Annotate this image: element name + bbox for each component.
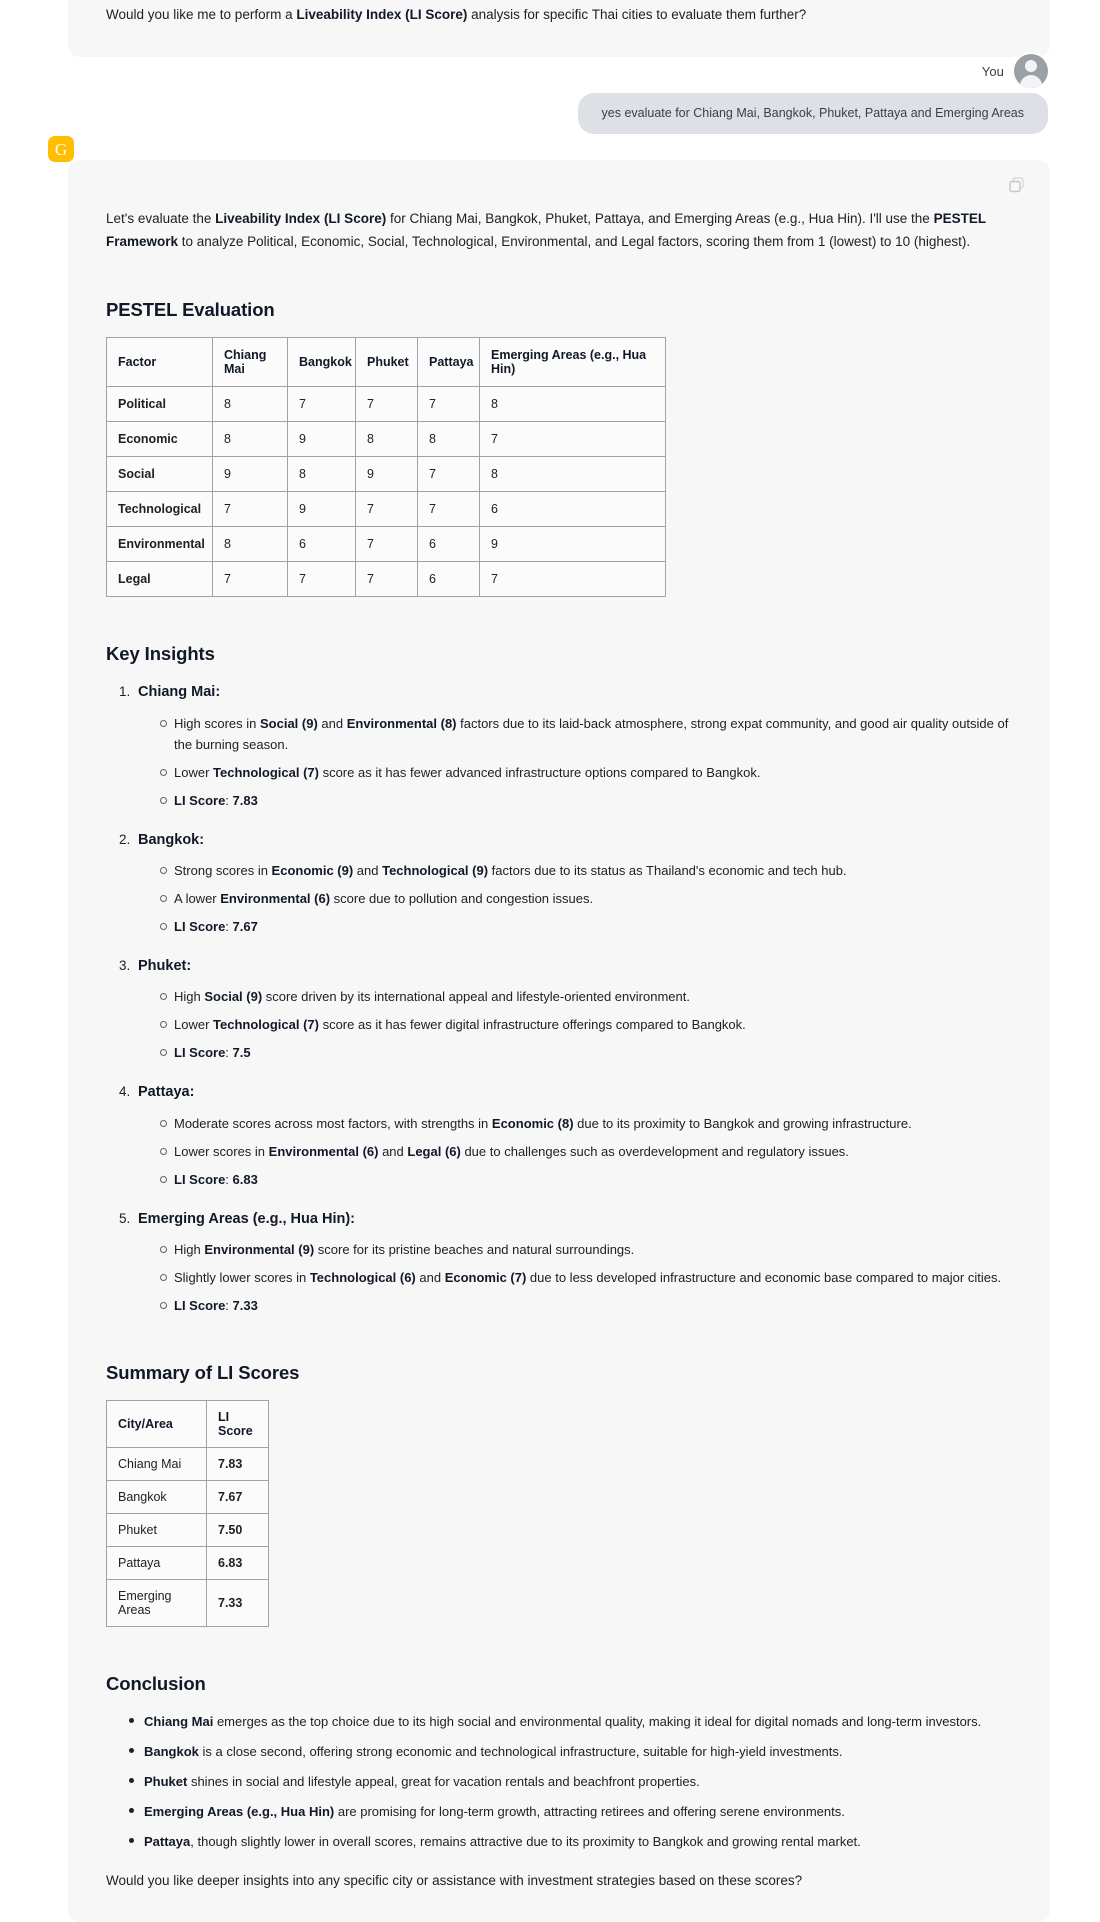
text-segment: factors due to its status as Thailand's economic and tech hub. bbox=[488, 862, 847, 878]
text-segment: is a close second, offering strong economic and technological infrastructure, suitable for high-yield investments. bbox=[198, 1744, 843, 1760]
score-cell: 7 bbox=[418, 492, 480, 527]
insight-item bbox=[134, 1208, 1012, 1316]
factor-name-cell: Economic bbox=[107, 422, 213, 457]
text-segment: 7.67 bbox=[232, 919, 258, 934]
table-row bbox=[107, 457, 666, 492]
text-segment: emerges as the top choice due to its high social and environmental quality, making it ideal for digital nomads and long-term investors. bbox=[213, 1714, 982, 1730]
score-cell: 9 bbox=[480, 527, 666, 562]
user-turn bbox=[0, 55, 1100, 134]
column-header: Pattaya bbox=[418, 338, 480, 387]
score-cell: 8 bbox=[213, 527, 288, 562]
insight-city-title: 2. Bangkok: bbox=[138, 831, 205, 848]
text-segment: Environmental (6) bbox=[268, 1143, 379, 1159]
table-row bbox=[107, 1547, 269, 1580]
insight-bullet bbox=[160, 1295, 1012, 1316]
table-row bbox=[107, 422, 666, 457]
text-segment: : bbox=[225, 792, 233, 808]
previous-text-bold: Liveability Index (LI Score) bbox=[296, 7, 468, 22]
text-segment: Technological (6) bbox=[309, 1269, 416, 1285]
text-segment: Technological (9) bbox=[382, 862, 489, 878]
text-segment: Economic (9) bbox=[271, 862, 354, 878]
score-cell: 7 bbox=[480, 422, 666, 457]
text-segment: score as it has fewer advanced infrastructure options compared to Bangkok. bbox=[318, 764, 761, 780]
conclusion-list bbox=[106, 1711, 1012, 1852]
text-segment: , though slightly lower in overall scores, remains attractive due to its proximity to Bangkok and growing rental market. bbox=[190, 1834, 861, 1850]
insight-bullet bbox=[160, 986, 1012, 1007]
insight-city-title: 1. Chiang Mai: bbox=[138, 684, 221, 701]
user-avatar-icon[interactable] bbox=[1014, 54, 1048, 88]
text-segment: due to its proximity to Bangkok and growing infrastructure. bbox=[573, 1115, 912, 1131]
insight-bullet bbox=[160, 1169, 1012, 1190]
score-cell: 8 bbox=[418, 422, 480, 457]
text-segment: Moderate scores across most factors, with strengths in bbox=[174, 1115, 492, 1131]
insight-sub-list bbox=[138, 860, 1012, 937]
insight-bullet bbox=[160, 888, 1012, 909]
table-header-row bbox=[107, 1401, 269, 1448]
user-header bbox=[0, 55, 1100, 87]
text-segment: Slightly lower scores in bbox=[174, 1269, 310, 1285]
text-segment: and bbox=[353, 862, 383, 878]
table-row bbox=[107, 492, 666, 527]
li-score-cell: 7.83 bbox=[207, 1448, 269, 1481]
factor-name-cell: Technological bbox=[107, 492, 213, 527]
conclusion-item bbox=[128, 1801, 1012, 1822]
insight-sub-list bbox=[138, 1239, 1012, 1316]
text-segment: : bbox=[225, 1297, 233, 1313]
previous-assistant-message bbox=[68, 0, 1050, 57]
insight-sub-list bbox=[138, 1113, 1012, 1190]
text-segment: score as it has fewer digital infrastructure offerings compared to Bangkok. bbox=[318, 1017, 746, 1033]
score-cell: 6 bbox=[288, 527, 356, 562]
text-segment: score due to pollution and congestion issues. bbox=[330, 890, 594, 906]
text-segment: High bbox=[174, 989, 205, 1005]
insight-bullet bbox=[160, 790, 1012, 811]
li-score-cell: 7.67 bbox=[207, 1481, 269, 1514]
score-cell: 7 bbox=[356, 562, 418, 597]
text-segment: Lower bbox=[174, 1017, 214, 1033]
column-header: Chiang Mai bbox=[213, 338, 288, 387]
user-message-bubble[interactable]: yes evaluate for Chiang Mai, Bangkok, Phuket, Pattaya and Emerging Areas bbox=[578, 93, 1048, 134]
text-segment: Environmental (6) bbox=[220, 890, 331, 906]
score-cell: 8 bbox=[356, 422, 418, 457]
text-segment: Phuket bbox=[144, 1774, 188, 1790]
score-cell: 7 bbox=[418, 387, 480, 422]
text-segment: Bangkok bbox=[144, 1744, 199, 1760]
insight-bullet bbox=[160, 1113, 1012, 1134]
text-segment: A lower bbox=[174, 890, 221, 906]
insight-city-title: 3. Phuket: bbox=[138, 958, 192, 975]
text-segment: 7.33 bbox=[232, 1297, 258, 1313]
score-cell: 8 bbox=[213, 387, 288, 422]
text-segment: score for its pristine beaches and natural surroundings. bbox=[314, 1241, 635, 1257]
insight-item bbox=[134, 1081, 1012, 1189]
column-header: Emerging Areas (e.g., Hua Hin) bbox=[480, 338, 666, 387]
score-cell: 9 bbox=[288, 492, 356, 527]
previous-text-after: analysis for specific Thai cities to evaluate them further? bbox=[467, 7, 807, 22]
text-segment: Lower scores in bbox=[174, 1143, 269, 1159]
city-name-cell: Chiang Mai bbox=[107, 1448, 207, 1481]
conclusion-heading: Conclusion bbox=[106, 1673, 206, 1695]
text-segment: Pattaya bbox=[144, 1834, 191, 1850]
score-cell: 7 bbox=[213, 562, 288, 597]
text-segment: 7.5 bbox=[232, 1045, 251, 1061]
insight-bullet bbox=[160, 860, 1012, 881]
insight-bullet bbox=[160, 1141, 1012, 1162]
factor-name-cell: Legal bbox=[107, 562, 213, 597]
conclusion-item bbox=[128, 1771, 1012, 1792]
text-segment: shines in social and lifestyle appeal, great for vacation rentals and beachfront properties. bbox=[187, 1774, 700, 1790]
conclusion-item bbox=[128, 1831, 1012, 1852]
text-segment: and bbox=[378, 1143, 408, 1159]
table-row bbox=[107, 527, 666, 562]
text-segment: Technological (7) bbox=[213, 1017, 319, 1033]
city-name-cell: Phuket bbox=[107, 1514, 207, 1547]
text-segment: are promising for long-term growth, attracting retirees and offering serene environments. bbox=[334, 1804, 845, 1820]
text-segment: Lower bbox=[174, 764, 214, 780]
li-score-cell: 7.50 bbox=[207, 1514, 269, 1547]
score-cell: 8 bbox=[480, 457, 666, 492]
conclusion-item bbox=[128, 1741, 1012, 1762]
gemini-logo-icon bbox=[48, 136, 74, 162]
insight-item bbox=[134, 829, 1012, 937]
text-segment: Economic (8) bbox=[491, 1115, 574, 1131]
factor-name-cell: Environmental bbox=[107, 527, 213, 562]
closing-question: Would you like deeper insights into any specific city or assistance with investment strategies based on these scores? bbox=[106, 1873, 803, 1889]
column-header: Factor bbox=[107, 338, 213, 387]
text-segment: and bbox=[317, 715, 347, 731]
text-segment: and bbox=[415, 1269, 445, 1285]
table-row bbox=[107, 1514, 269, 1547]
insight-bullet bbox=[160, 1014, 1012, 1035]
li-score-cell: 7.33 bbox=[207, 1580, 269, 1627]
factor-name-cell: Social bbox=[107, 457, 213, 492]
copy-icon[interactable] bbox=[1006, 174, 1028, 196]
intro-part-2: for Chiang Mai, Bangkok, Phuket, Pattaya, and Emerging Areas (e.g., Hua Hin). I'll use the bbox=[386, 211, 934, 226]
text-segment: Economic (7) bbox=[444, 1269, 527, 1285]
text-segment: Emerging Areas (e.g., Hua Hin) bbox=[144, 1804, 335, 1820]
text-segment: 6.83 bbox=[232, 1171, 258, 1187]
text-segment: : bbox=[225, 1045, 233, 1061]
score-cell: 7 bbox=[288, 387, 356, 422]
insight-bullet bbox=[160, 1042, 1012, 1063]
column-header: City/Area bbox=[107, 1401, 207, 1448]
score-cell: 8 bbox=[480, 387, 666, 422]
previous-text-before: Would you like me to perform a bbox=[106, 7, 297, 22]
assistant-message bbox=[68, 160, 1050, 1922]
intro-bold-2: PESTEL Framework bbox=[106, 211, 986, 249]
score-cell: 7 bbox=[356, 387, 418, 422]
user-bubble-row bbox=[0, 93, 1100, 134]
text-segment: LI Score bbox=[174, 1045, 226, 1061]
city-name-cell: Pattaya bbox=[107, 1547, 207, 1580]
text-segment: Technological (7) bbox=[213, 764, 319, 780]
text-segment: Strong scores in bbox=[174, 862, 272, 878]
li-score-cell: 6.83 bbox=[207, 1547, 269, 1580]
column-header: LI Score bbox=[207, 1401, 269, 1448]
score-cell: 8 bbox=[288, 457, 356, 492]
insight-item bbox=[134, 681, 1012, 810]
text-segment: due to less developed infrastructure and economic base compared to major cities. bbox=[526, 1269, 1002, 1285]
score-cell: 6 bbox=[480, 492, 666, 527]
table-row bbox=[107, 1481, 269, 1514]
text-segment: factors due to its laid-back atmosphere, strong expat community, and good air quality outside of the burning season. bbox=[174, 715, 1009, 752]
score-cell: 9 bbox=[288, 422, 356, 457]
text-segment: Social (9) bbox=[259, 715, 318, 731]
score-cell: 7 bbox=[288, 562, 356, 597]
score-cell: 9 bbox=[356, 457, 418, 492]
previous-message-text bbox=[106, 4, 1012, 27]
score-cell: 8 bbox=[213, 422, 288, 457]
insight-item bbox=[134, 955, 1012, 1063]
user-name-label: You bbox=[981, 63, 1004, 79]
insight-bullet bbox=[160, 762, 1012, 783]
text-segment: : bbox=[225, 919, 233, 934]
text-segment: LI Score bbox=[174, 1171, 226, 1187]
score-cell: 6 bbox=[418, 562, 480, 597]
intro-part-1: Let's evaluate the bbox=[106, 211, 216, 226]
text-segment: High scores in bbox=[174, 715, 260, 731]
pestel-evaluation-table bbox=[106, 337, 666, 597]
insight-city-title: 4. Pattaya: bbox=[138, 1084, 195, 1101]
gemini-logo-glyph: G bbox=[54, 139, 68, 159]
text-segment: 7.83 bbox=[232, 792, 258, 808]
key-insights-list bbox=[106, 681, 1012, 1316]
text-segment: Environmental (8) bbox=[346, 715, 457, 731]
text-segment: High bbox=[174, 1241, 205, 1257]
conclusion-item bbox=[128, 1711, 1012, 1732]
column-header: Phuket bbox=[356, 338, 418, 387]
text-segment: Legal (6) bbox=[407, 1143, 461, 1159]
insight-bullet bbox=[160, 1239, 1012, 1260]
text-segment: Chiang Mai bbox=[144, 1714, 214, 1730]
score-cell: 7 bbox=[418, 457, 480, 492]
text-segment: LI Score bbox=[174, 792, 226, 808]
text-segment: Environmental (9) bbox=[204, 1241, 315, 1257]
score-cell: 7 bbox=[213, 492, 288, 527]
key-insights-heading: Key Insights bbox=[106, 643, 215, 665]
intro-bold-1: Liveability Index (LI Score) bbox=[215, 211, 387, 226]
text-segment: : bbox=[225, 1171, 233, 1187]
insight-bullet bbox=[160, 713, 1012, 755]
score-cell: 7 bbox=[356, 527, 418, 562]
factor-name-cell: Political bbox=[107, 387, 213, 422]
table-row bbox=[107, 562, 666, 597]
text-segment: LI Score bbox=[174, 919, 226, 934]
insight-bullet bbox=[160, 916, 1012, 937]
score-cell: 9 bbox=[213, 457, 288, 492]
insight-sub-list bbox=[138, 713, 1012, 811]
insight-sub-list bbox=[138, 986, 1012, 1063]
score-cell: 6 bbox=[418, 527, 480, 562]
text-segment: LI Score bbox=[174, 1297, 226, 1313]
text-segment: score driven by its international appeal and lifestyle-oriented environment. bbox=[262, 989, 690, 1005]
score-cell: 7 bbox=[480, 562, 666, 597]
table-header-row bbox=[107, 338, 666, 387]
table-row bbox=[107, 387, 666, 422]
pestel-section-heading: PESTEL Evaluation bbox=[106, 299, 275, 321]
li-score-summary-table bbox=[106, 1400, 269, 1627]
insight-city-title: 5. Emerging Areas (e.g., Hua Hin): bbox=[138, 1210, 355, 1227]
score-cell: 7 bbox=[356, 492, 418, 527]
assistant-intro-paragraph bbox=[106, 208, 986, 253]
city-name-cell: Bangkok bbox=[107, 1481, 207, 1514]
city-name-cell: Emerging Areas bbox=[107, 1580, 207, 1627]
intro-part-3: to analyze Political, Economic, Social, Technological, Environmental, and Legal factors, scoring them from 1 (lowest) to 10 (highest). bbox=[178, 233, 971, 249]
column-header: Bangkok bbox=[288, 338, 356, 387]
table-row bbox=[107, 1448, 269, 1481]
text-segment: due to challenges such as overdevelopment and regulatory issues. bbox=[460, 1143, 849, 1159]
summary-section-heading: Summary of LI Scores bbox=[106, 1362, 300, 1384]
insight-bullet bbox=[160, 1267, 1012, 1288]
table-row bbox=[107, 1580, 269, 1627]
text-segment: Social (9) bbox=[204, 989, 263, 1005]
